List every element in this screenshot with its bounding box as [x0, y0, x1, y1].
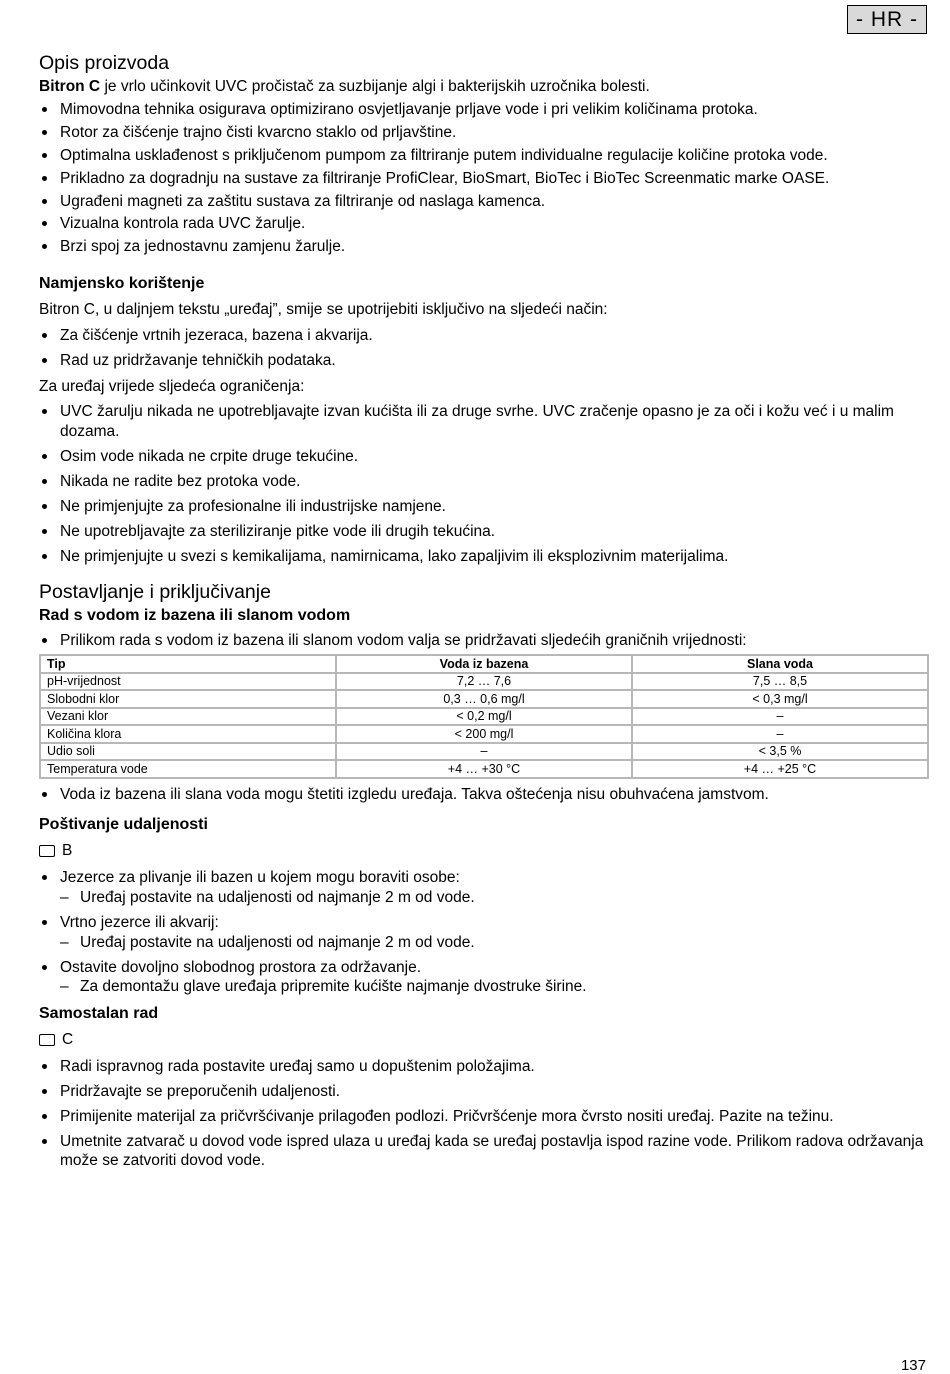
figure-reference-b [39, 840, 927, 862]
limit-values-table [39, 654, 929, 779]
table-cell: 7,2 … 7,6 [336, 673, 632, 691]
page-content [39, 50, 927, 1176]
table-row [40, 725, 928, 743]
list-item: Pridržavajte se preporučenih udaljenosti. [39, 1082, 927, 1102]
list-item: Ne upotrebljavajte za steriliziranje pitke vode ili drugih tekućina. [39, 522, 927, 542]
subsection-title-pool-water: Rad s vodom iz bazena ili slanom vodom [39, 606, 351, 624]
table-cell: +4 … +25 °C [632, 760, 928, 778]
language-tag: - HR - [847, 5, 927, 34]
table-header-row [40, 655, 928, 673]
table-cell: < 200 mg/l [336, 725, 632, 743]
table-cell: – [632, 725, 928, 743]
list-item: Ugrađeni magneti za zaštitu sustava za filtriranje od naslaga kamenca. [39, 192, 927, 212]
product-intro-text: je vrlo učinkovit UVC pročistač za suzbijanje algi i bakterijskih uzročnika bolesti. [100, 78, 650, 95]
list-item: Umetnite zatvarač u dovod vode ispred ulaza u uređaj kada se uređaj postavlja ispod razine vode. Prilikom radova održavanja može se zatvoriti dovod vode. [39, 1132, 927, 1171]
figure-label: C [62, 1030, 74, 1048]
distance-list [39, 868, 927, 996]
table-cell: Vezani klor [40, 708, 336, 726]
list-item: Rotor za čišćenje trajno čisti kvarcno staklo od prljavštine. [39, 123, 927, 143]
figure-label: B [62, 842, 73, 860]
list-item: Prikladno za dogradnju na sustave za filtriranje ProfiClear, BioSmart, BioTec i BioTec Screenmatic marke OASE. [39, 169, 927, 189]
intended-use-intro: Bitron C, u daljnjem tekstu „uređaj”, smije se upotrijebiti isključivo na sljedeći način: [39, 300, 608, 318]
list-subitem: – Uređaj postavite na udaljenosti od najmanje 2 m od vode. [60, 933, 927, 953]
list-item: Voda iz bazena ili slana voda mogu štetiti izgledu uređaja. Takva oštećenja nisu obuhvaćena jamstvom. [39, 785, 927, 805]
column-header: Tip [40, 655, 336, 673]
subsection-title-distances: Poštivanje udaljenosti [39, 816, 208, 834]
product-intro [39, 76, 927, 98]
product-name: Bitron C [39, 78, 101, 95]
list-subitem: – Uređaj postavite na udaljenosti od najmanje 2 m od vode. [60, 888, 927, 908]
list-item-text: Ostavite dovoljno slobodnog prostora za održavanje. [60, 958, 422, 976]
subsection-title-standalone: Samostalan rad [39, 1004, 159, 1022]
restrictions-list [39, 402, 927, 566]
page-number: 137 [900, 1357, 926, 1374]
table-cell: < 3,5 % [632, 743, 928, 761]
table-cell: – [632, 708, 928, 726]
list-item: Brzi spoj za jednostavnu zamjenu žarulje. [39, 237, 927, 257]
list-item: Ne primjenjujte za profesionalne ili industrijske namjene. [39, 497, 927, 517]
list-item [39, 868, 927, 907]
table-cell: 7,5 … 8,5 [632, 673, 928, 691]
table-cell: 0,3 … 0,6 mg/l [336, 690, 632, 708]
list-item [39, 958, 927, 997]
table-cell: < 0,2 mg/l [336, 708, 632, 726]
list-item [39, 913, 927, 952]
figure-reference-c [39, 1029, 927, 1051]
pool-water-list [39, 631, 927, 651]
list-item: Mimovodna tehnika osigurava optimizirano osvjetljavanje prljave vode i pri velikim količinama protoka. [39, 100, 927, 120]
table-cell: Slobodni klor [40, 690, 336, 708]
book-icon [39, 1034, 55, 1046]
intended-use-list [39, 326, 927, 371]
book-icon [39, 845, 55, 857]
list-item: Optimalna usklađenost s priključenom pumpom za filtriranje putem individualne regulacije količine protoka vode. [39, 146, 927, 166]
list-item: Prilikom rada s vodom iz bazena ili slanom vodom valja se pridržavati sljedećih graničnih vrijednosti: [39, 631, 927, 651]
table-cell: +4 … +30 °C [336, 760, 632, 778]
list-item: Ne primjenjujte u svezi s kemikalijama, namirnicama, lako zapaljivim ili eksplozivnim materijalima. [39, 547, 927, 567]
list-item-text: Jezerce za plivanje ili bazen u kojem mogu boraviti osobe: [60, 869, 460, 887]
feature-list [39, 100, 927, 257]
table-row [40, 690, 928, 708]
table-cell: Temperatura vode [40, 760, 336, 778]
table-row [40, 673, 928, 691]
table-row [40, 708, 928, 726]
list-item: Vizualna kontrola rada UVC žarulje. [39, 214, 927, 234]
table-cell: < 0,3 mg/l [632, 690, 928, 708]
table-row [40, 743, 928, 761]
section-title-installation: Postavljanje i priključivanje [39, 580, 271, 603]
list-item: Nikada ne radite bez protoka vode. [39, 472, 927, 492]
restrictions-intro: Za uređaj vrijede sljedeća ograničenja: [39, 378, 305, 396]
list-item: UVC žarulju nikada ne upotrebljavajte izvan kućišta ili za druge svrhe. UVC zračenje opasno je za oči i kožu već i u malim dozama. [39, 402, 927, 441]
section-title-intended-use: Namjensko korištenje [39, 274, 205, 292]
column-header: Voda iz bazena [336, 655, 632, 673]
warranty-note-list [39, 785, 927, 805]
section-title-product-description: Opis proizvoda [39, 52, 170, 74]
table-row [40, 760, 928, 778]
list-item-text: Vrtno jezerce ili akvarij: [60, 914, 219, 931]
table-cell: Udio soli [40, 743, 336, 761]
list-item: Primijenite materijal za pričvršćivanje prilagođen podlozi. Pričvršćenje mora čvrsto nositi uređaj. Pazite na težinu. [39, 1107, 927, 1127]
list-item: Za čišćenje vrtnih jezeraca, bazena i akvarija. [39, 326, 927, 346]
column-header: Slana voda [632, 655, 928, 673]
standalone-list [39, 1057, 927, 1171]
table-cell: Količina klora [40, 725, 336, 743]
table-cell: pH-vrijednost [40, 673, 336, 691]
list-item: Radi ispravnog rada postavite uređaj samo u dopuštenim položajima. [39, 1057, 927, 1077]
list-item: Rad uz pridržavanje tehničkih podataka. [39, 351, 927, 371]
list-subitem: – Za demontažu glave uređaja pripremite kućište najmanje dvostruke širine. [60, 977, 927, 997]
table-cell: – [336, 743, 632, 761]
list-item: Osim vode nikada ne crpite druge tekućine. [39, 447, 927, 467]
